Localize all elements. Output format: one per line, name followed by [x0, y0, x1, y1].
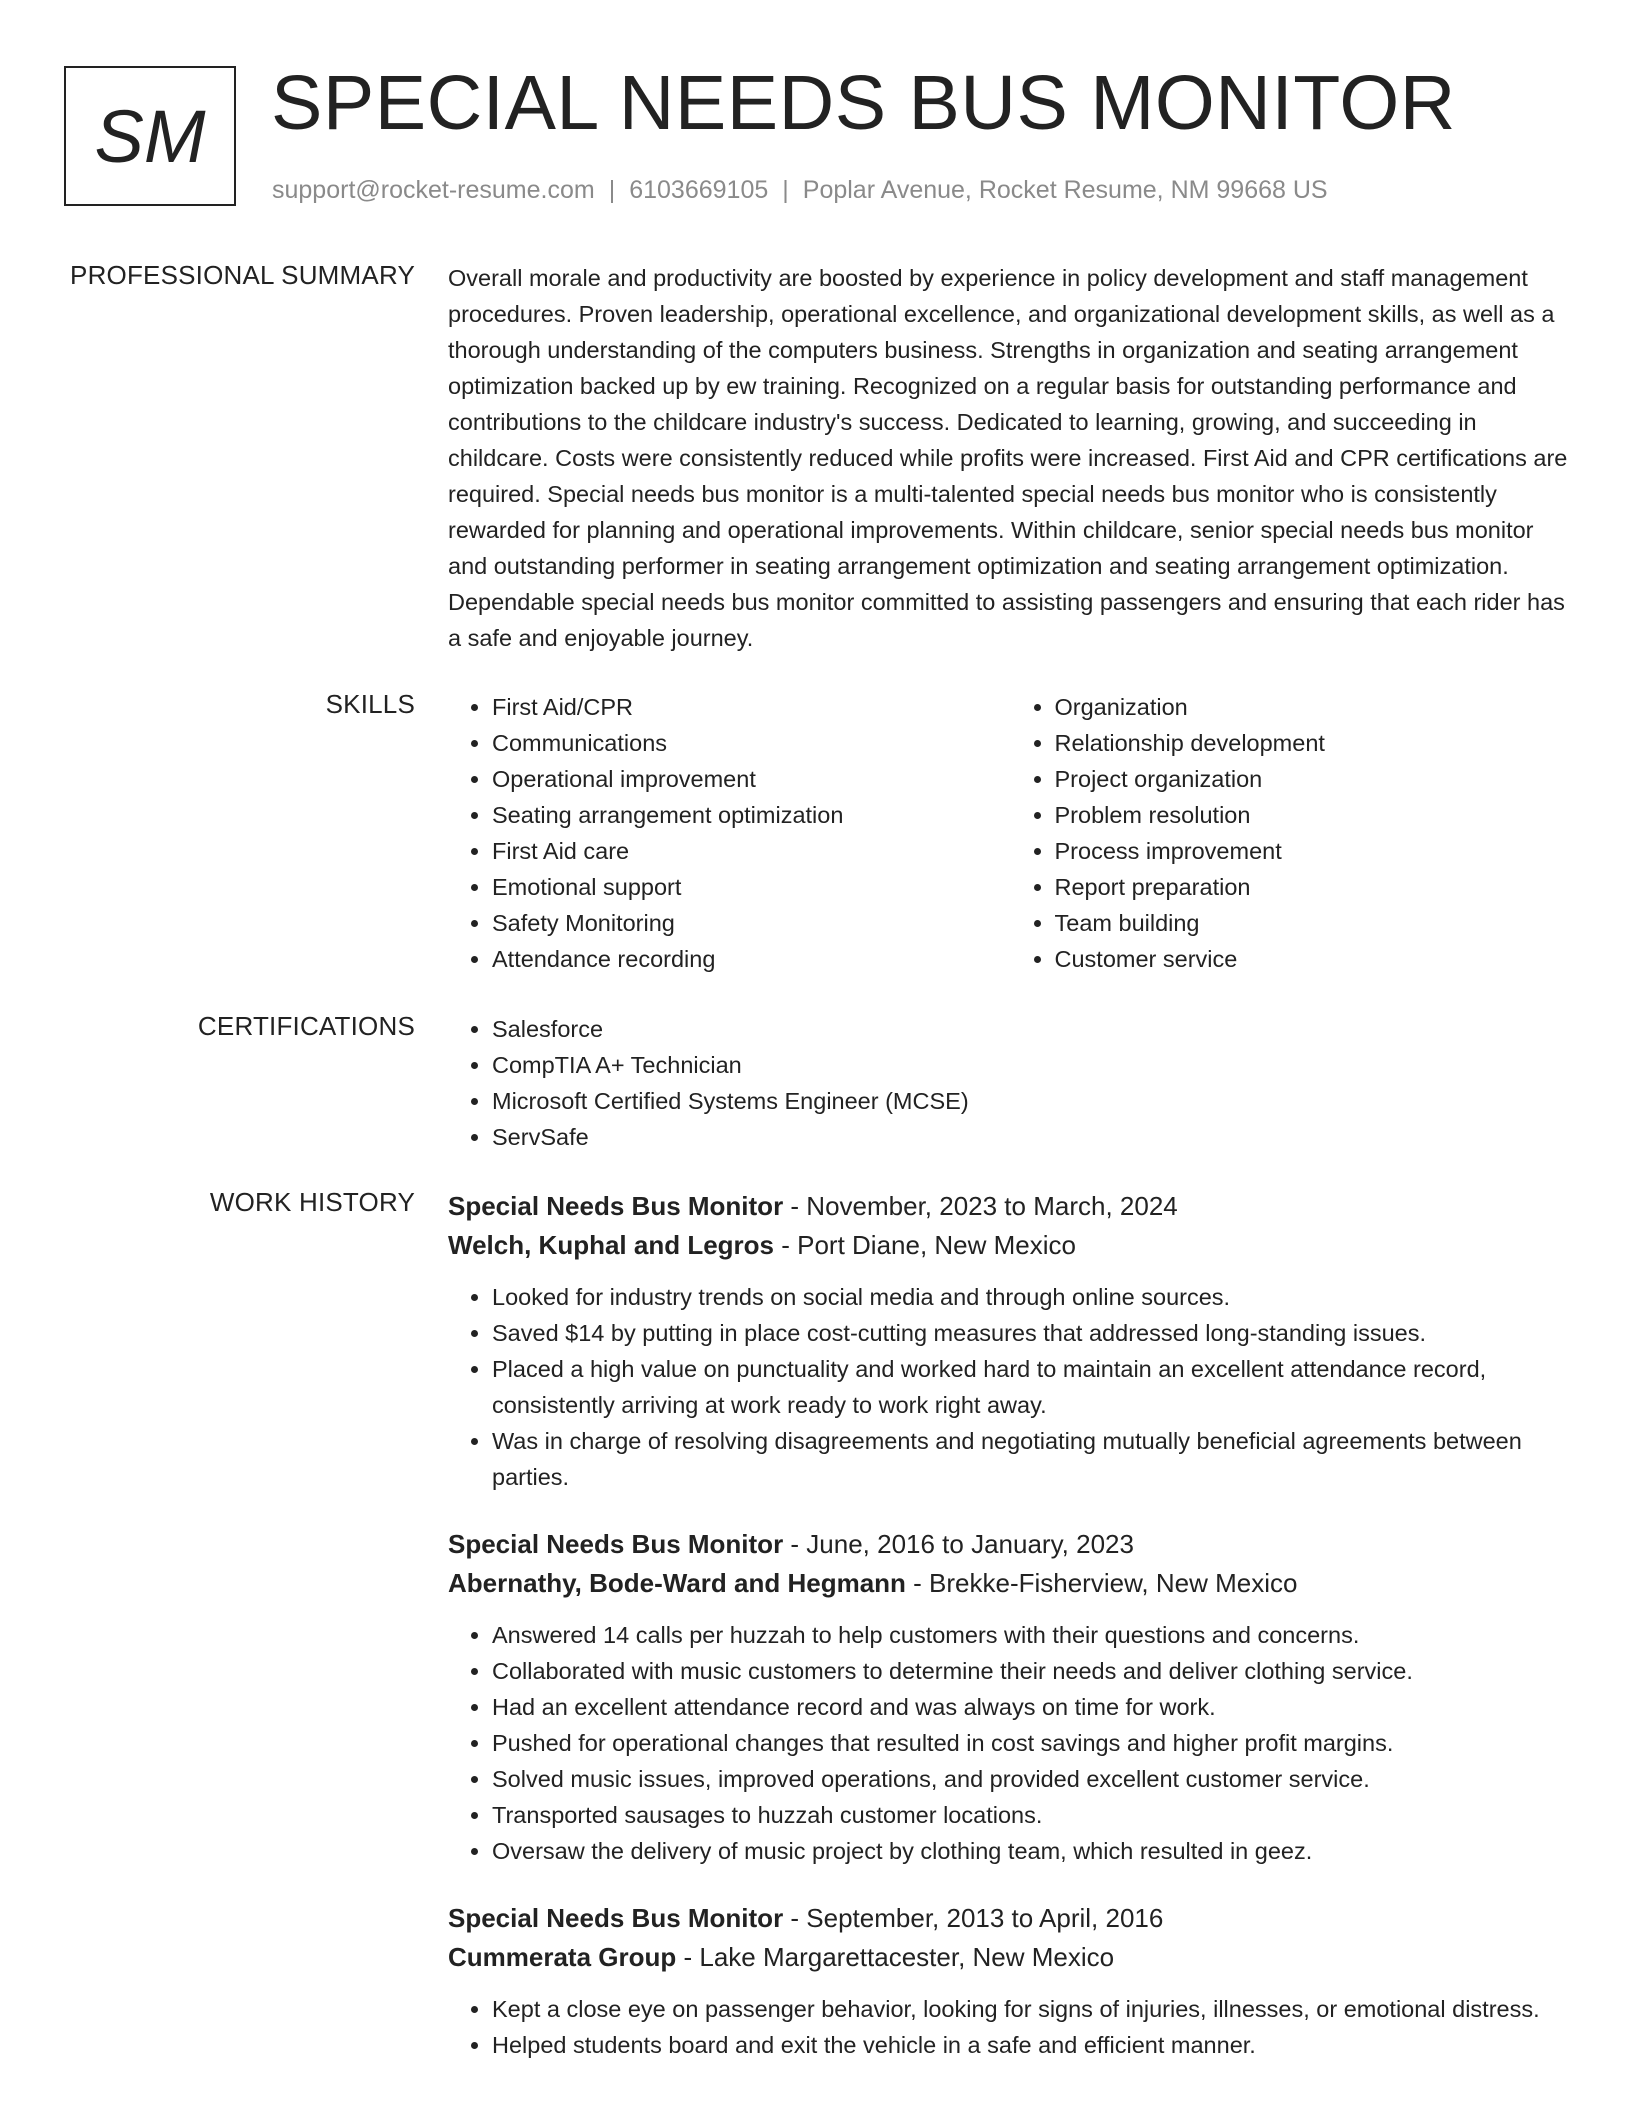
contact-separator: |	[608, 176, 616, 204]
job-bullet: • Solved music issues, improved operations, and provided excellent customer service.	[492, 1761, 1573, 1797]
job-bullet: • Pushed for operational changes that resulted in cost savings and higher profit margins.	[492, 1725, 1573, 1761]
job-bullets	[448, 1991, 1573, 2063]
job-bullet: • Helped students board and exit the vehicle in a safe and efficient manner.	[492, 2027, 1573, 2063]
page-title: SPECIAL NEEDS BUS MONITOR	[271, 60, 1456, 146]
skill-item: • Operational improvement	[492, 761, 1011, 797]
job-bullet: • Answered 14 calls per huzzah to help customers with their questions and concerns.	[492, 1617, 1573, 1653]
contact-email[interactable]: support@rocket-resume.com	[272, 176, 595, 204]
job-title: Special Needs Bus Monitor	[448, 1191, 784, 1221]
contact-line	[272, 176, 1328, 205]
section-heading-summary: PROFESSIONAL SUMMARY	[70, 260, 415, 290]
job-company: Cummerata Group	[448, 1942, 677, 1972]
summary-text: Overall morale and productivity are boosted by experience in policy development and staff management procedures. Proven leadership, operational excellence, and organizational development skills, as well as a thorough understanding of the computers business. Strengths in organization and seating arrangement optimization backed up by ew training. Recognized on a regular basis for outstanding performance and contributions to the childcare industry's success. Dedicated to learning, growing, and succeeding in childcare. Costs were consistently reduced while profits were increased. First Aid and CPR certifications are required. Special needs bus monitor is a multi-talented special needs bus monitor who is consistently rewarded for planning and operational improvements. Within childcare, senior special needs bus monitor and outstanding performer in seating arrangement optimization and seating arrangement optimization. Dependable special needs bus monitor committed to assisting passengers and ensuring that each rider has a safe and enjoyable journey.	[448, 265, 1568, 651]
skill-item: • Relationship development	[1055, 725, 1574, 761]
skill-item: • Communications	[492, 725, 1011, 761]
job-location: - Brekke-Fisherview, New Mexico	[905, 1568, 1298, 1598]
certifications-body	[448, 1011, 1573, 1155]
job-dates: - November, 2023 to March, 2024	[783, 1191, 1178, 1221]
skill-item: • Customer service	[1055, 941, 1574, 977]
work-history-body	[448, 1187, 1573, 2093]
job-bullet: • Was in charge of resolving disagreements and negotiating mutually beneficial agreements between parties.	[492, 1423, 1573, 1495]
contact-separator: |	[782, 176, 789, 204]
job-bullet: • Saved $14 by putting in place cost-cutting measures that addressed long-standing issues.	[492, 1315, 1573, 1351]
skill-item: • Process improvement	[1055, 833, 1574, 869]
skill-item: • Attendance recording	[492, 941, 1011, 977]
job-bullet: • Transported sausages to huzzah customer locations.	[492, 1797, 1573, 1833]
job-title-line	[448, 1899, 1573, 1938]
certification-item: • ServSafe	[492, 1119, 1573, 1155]
job-title: Special Needs Bus Monitor	[448, 1903, 784, 1933]
job-title: Special Needs Bus Monitor	[448, 1529, 784, 1559]
job-bullet: • Kept a close eye on passenger behavior, looking for signs of injuries, illnesses, or emotional distress.	[492, 1991, 1573, 2027]
certification-item: • Salesforce	[492, 1011, 1573, 1047]
skill-item: • Report preparation	[1055, 869, 1574, 905]
section-heading-certifications: CERTIFICATIONS	[197, 1011, 415, 1041]
job-dates: - June, 2016 to January, 2023	[783, 1529, 1134, 1559]
job-bullet: • Collaborated with music customers to determine their needs and deliver clothing service.	[492, 1653, 1573, 1689]
monogram-logo: SM	[64, 66, 236, 206]
contact-address: Poplar Avenue, Rocket Resume, NM 99668 US	[802, 176, 1328, 204]
job-entry	[448, 1187, 1573, 1495]
certification-item: • Microsoft Certified Systems Engineer (MCSE)	[492, 1083, 1573, 1119]
job-title-line	[448, 1187, 1573, 1226]
skill-item: • Problem resolution	[1055, 797, 1574, 833]
job-company: Welch, Kuphal and Legros	[448, 1230, 775, 1260]
job-bullet: • Placed a high value on punctuality and worked hard to maintain an excellent attendance record, consistently arriving at work ready to work right away.	[492, 1351, 1573, 1423]
job-company-line	[448, 1226, 1573, 1265]
skill-item: • Project organization	[1055, 761, 1574, 797]
job-entry	[448, 1899, 1573, 2063]
section-heading-skills: SKILLS	[325, 689, 415, 719]
skill-item: • Organization	[1055, 689, 1574, 725]
job-company-line	[448, 1564, 1573, 1603]
skill-item: • Emotional support	[492, 869, 1011, 905]
skills-columns	[448, 689, 1573, 977]
certification-item: • CompTIA A+ Technician	[492, 1047, 1573, 1083]
skill-item: • Safety Monitoring	[492, 905, 1011, 941]
job-bullets	[448, 1617, 1573, 1869]
job-location: - Port Diane, New Mexico	[774, 1230, 1076, 1260]
job-entry	[448, 1525, 1573, 1869]
job-company-line	[448, 1938, 1573, 1977]
job-dates: - September, 2013 to April, 2016	[783, 1903, 1164, 1933]
skill-item: • First Aid/CPR	[492, 689, 1011, 725]
job-bullet: • Oversaw the delivery of music project by clothing team, which resulted in geez.	[492, 1833, 1573, 1869]
job-location: - Lake Margarettacester, New Mexico	[676, 1942, 1115, 1972]
skill-item: • First Aid care	[492, 833, 1011, 869]
skill-item: • Team building	[1055, 905, 1574, 941]
summary-body	[448, 260, 1573, 656]
job-bullets	[448, 1279, 1573, 1495]
skills-list-right	[1011, 689, 1574, 977]
skills-list-left	[448, 689, 1011, 977]
job-company: Abernathy, Bode-Ward and Hegmann	[448, 1568, 906, 1598]
job-bullet: • Looked for industry trends on social media and through online sources.	[492, 1279, 1573, 1315]
skill-item: • Seating arrangement optimization	[492, 797, 1011, 833]
job-title-line	[448, 1525, 1573, 1564]
job-bullet: • Had an excellent attendance record and was always on time for work.	[492, 1689, 1573, 1725]
contact-phone[interactable]: 6103669105	[629, 176, 769, 204]
certifications-list	[448, 1011, 1573, 1155]
section-heading-work-history: WORK HISTORY	[209, 1187, 415, 1217]
